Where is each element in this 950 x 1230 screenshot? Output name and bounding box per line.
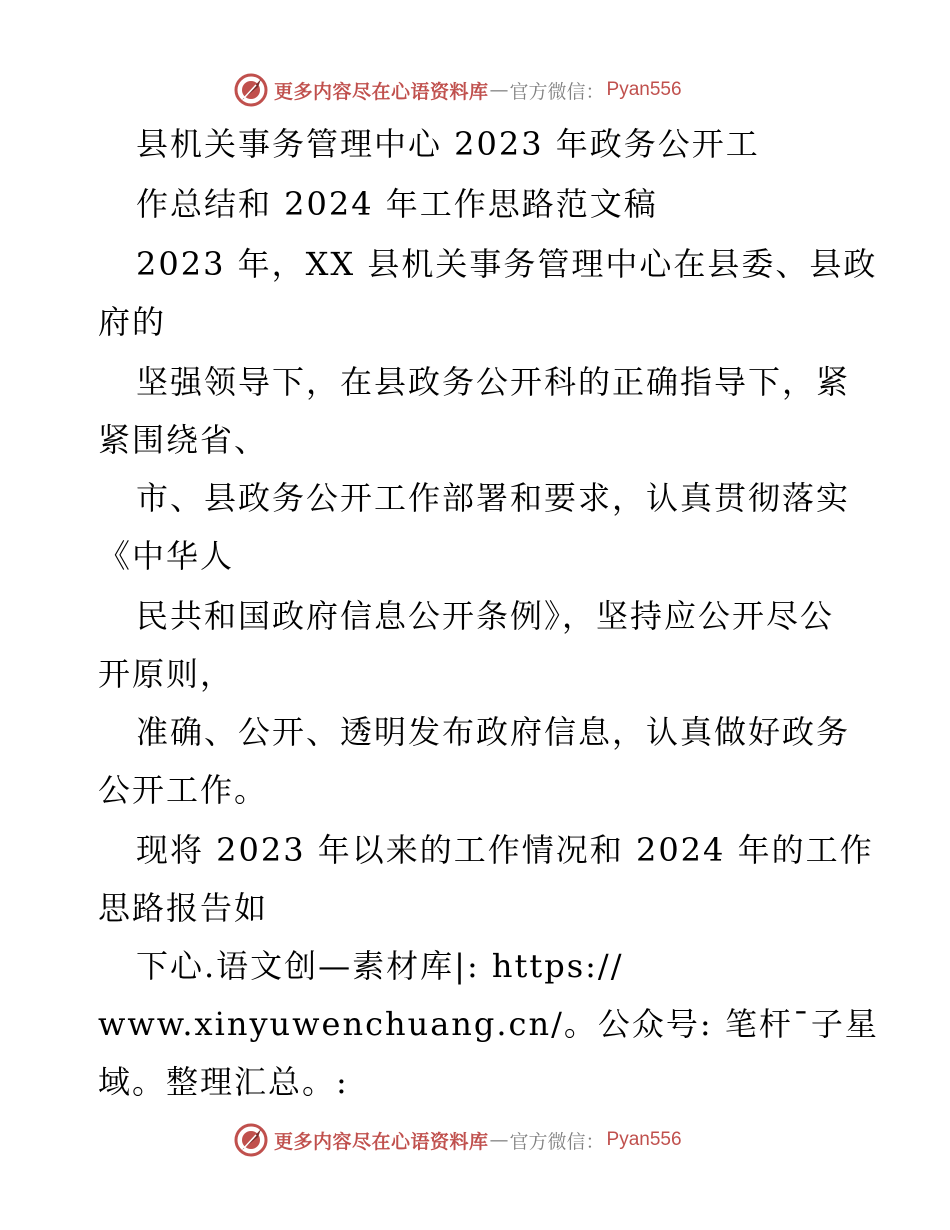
watermark-banner-bottom [234,1122,682,1158]
paragraph-line: 准确、公开、透明发布政府信息，认真做好政务 [136,713,851,751]
paragraph-line: www.xinyuwenchuang.cn/。公众号: 笔杆¯子星 [98,1005,879,1043]
watermark-wechat-id: Pyan556 [606,79,682,100]
watermark-wechat-label: 官方微信： [509,80,605,103]
paragraph-line: 紧围绕省、 [98,421,269,459]
watermark-separator: — [489,79,509,101]
paragraph-line: 府的 [98,303,167,341]
paragraph-line: 公开工作。 [98,771,269,809]
watermark-wechat-label: 官方微信： [509,1130,605,1153]
paragraph-line: 坚强领导下，在县政务公开科的正确指导下，紧 [136,363,851,401]
paragraph-line: 开原则， [98,655,235,693]
paragraph-line: 市、县政务公开工作部署和要求，认真贯彻落实 [136,479,851,517]
watermark-banner-top [234,72,682,108]
paragraph-line: 民共和国政府信息公开条例》，坚持应公开尽公 [136,597,835,635]
paragraph-line: 《中华人 [98,537,235,575]
paragraph-line: 现将 2023 年以来的工作情况和 2024 年的工作 [136,831,874,869]
paragraph-line: 思路报告如 [98,889,269,927]
quill-seal-icon [234,73,268,107]
paragraph-line: 下心.语文创—素材库|: https:// [136,947,624,985]
watermark-wechat-id: Pyan556 [606,1129,682,1150]
paragraph-line: 域。整理汇总。: [98,1063,349,1101]
paragraph-line: 2023 年，XX 县机关事务管理中心在县委、县政 [136,245,878,283]
document-title-line-1: 县机关事务管理中心 2023 年政务公开工 [136,125,760,163]
watermark-site-text: 更多内容尽在心语资料库 [274,80,489,103]
watermark-separator: — [489,1129,509,1151]
watermark-site-text: 更多内容尽在心语资料库 [274,1130,489,1153]
quill-seal-icon [234,1123,268,1157]
document-title-line-2: 作总结和 2024 年工作思路范文稿 [136,185,658,223]
